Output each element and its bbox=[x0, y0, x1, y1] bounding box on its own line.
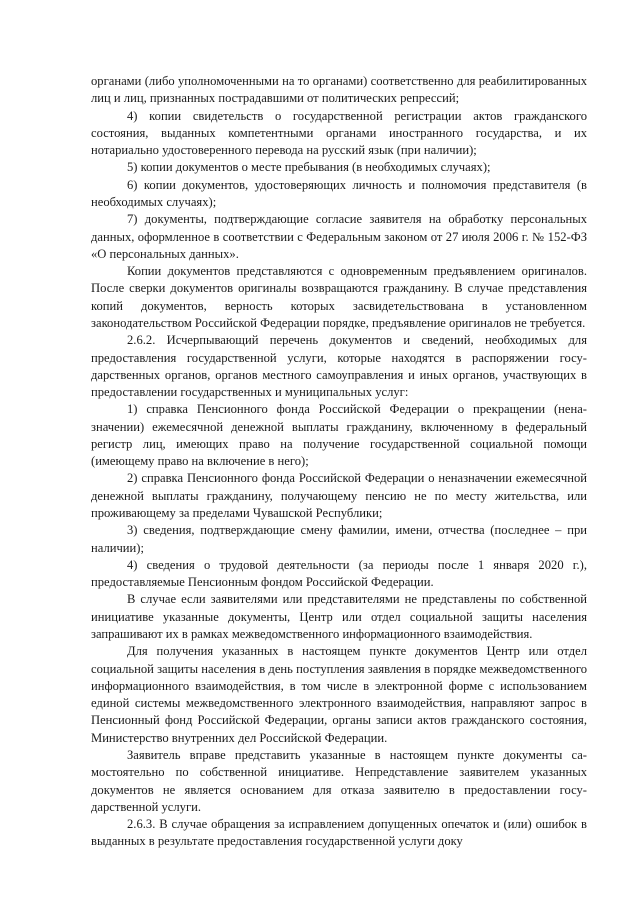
list-item-4-employment-info: 4) сведения о трудовой деятельности (за периоды после 1 января 2020 г.), предоставляемые Пенсионным фондом Российской Федерации. bbox=[91, 557, 587, 590]
list-item-7-personal-data-consent: 7) документы, подтверждающие согласие заявителя на обработку персональных данных, оформленное в соответствии с Федеральным законом от 27 июля 2006 г. № 152-ФЗ «О персональных данных». bbox=[91, 212, 587, 261]
list-item-3-name-change-info: 3) сведения, подтверждающие смену фамилии, имени, отчества (последнее – при наличии); bbox=[91, 523, 587, 555]
paragraph-applicant-right: Заявитель вправе представить указанные в настоящем пункте документы самостоятельно по собственной инициативе. Непредставление заявителем указанных документов не является основанием для отказа заявителю в предоставлении государственной услуги. bbox=[91, 747, 587, 814]
paragraph-continuation: органами (либо уполномоченными на то органами) соответственно для реабилитированных лиц и лиц, признанных пострадавшими от политических репрессий; bbox=[91, 74, 587, 106]
paragraph-2-6-3: 2.6.3. В случае обращения за исправлением допущенных опечаток и (или) ошибок в выданных в результате предоставления государственной услуги доку bbox=[91, 817, 587, 849]
paragraph-copies-of-documents: Копии документов представляются с одновременным предъявлением оригиналов. После сверки документов оригиналы возвращаются гражданину. В случае представления копий документов, верность которых засвидетельствована в установленном законодательством Российской Федерации порядке, предъявление оригиналов не требуется. bbox=[91, 264, 587, 330]
list-item-1-pension-fund-certificate: 1) справка Пенсионного фонда Российской Федерации о прекращении (неназначении) ежемесячной денежной выплаты гражданину, включенному в федеральный регистр лиц, имеющих право на получение государственной социальной помощи (имеющему право на включение в него); bbox=[91, 402, 587, 469]
paragraph-request-procedure: Для получения указанных в настоящем пункте документов Центр или отдел социальной защиты населения в день поступления заявления в порядке межведомственного информационного взаимодействия, в том числе в электронной форме с использованием единой системы межведомственного электронного взаимодействия, направляют запрос в Пенсионный фонд Российской Федерации, органы записи актов гражданского состояния, Министерство внутренних дел Российской Федерации. bbox=[91, 644, 587, 745]
list-item-2-pension-fund-certificate: 2) справка Пенсионного фонда Российской Федерации о неназначении ежемесячной денежной выплаты гражданину, получающему пенсию не по месту жительства, или проживающему за пределами Чувашской Республики; bbox=[91, 471, 587, 521]
paragraph-2-6-2: 2.6.2. Исчерпывающий перечень документов и сведений, необходимых для предоставления государственной услуги, которые находятся в распоряжении государственных органов, органов местного самоуправления и иных органов, участвующих в предоставлении государственных и муниципальных услуг: bbox=[91, 333, 587, 400]
document-body bbox=[91, 73, 587, 851]
list-item-6-identity-documents: 6) копии документов, удостоверяющих личность и полномочия представителя (в необходимых случаях); bbox=[91, 177, 587, 209]
list-item-4-foreign-certificates: 4) копии свидетельств о государственной регистрации актов гражданского состояния, выданных компетентными органами иностранного государства, и их нотариально удостоверенного перевода на русский язык (при наличии); bbox=[91, 108, 587, 158]
paragraph-interagency-request: В случае если заявителями или представителями не представлены по собственной инициативе указанные документы, Центр или отдел социальной защиты населения запрашивают их в рамках межведомственного информационного взаимодействия. bbox=[91, 592, 587, 641]
list-item-5-residence-documents: 5) копии документов о месте пребывания (в необходимых случаях); bbox=[127, 160, 491, 175]
